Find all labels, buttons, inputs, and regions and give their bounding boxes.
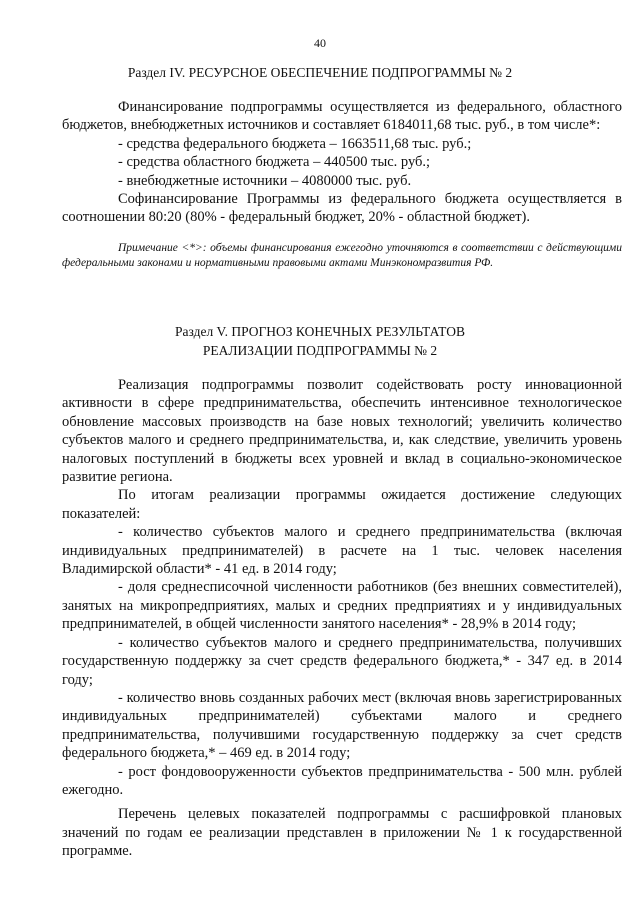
page-number: 40 (314, 36, 326, 50)
indicators-intro: По итогам реализации программы ожидается достижение следующих показателей: (62, 487, 622, 522)
section-4-body (62, 98, 622, 227)
indicator-capital-ratio: - рост фондовооруженности субъектов предпринимательства - 500 млн. рублей ежегодно. (62, 763, 622, 798)
section-5-title-line-2: РЕАЛИЗАЦИИ ПОДПРОГРАММЫ № 2 (202, 343, 438, 358)
budget-item-regional: - средства областного бюджета – 440500 тыс. руб.; (118, 154, 431, 171)
results-paragraph: Реализация подпрограммы позволит содействовать росту инновационной активности в сфере предпринимательства, обеспечить интенсивное технологическое обновление массовых производств на базе новых технологий; увеличить количество субъектов малого и среднего предпринимательства, и, как следствие, увеличить уровень налоговых поступлений в бюджеты всех уровней и вклад в социально-экономическое развитие региона. (62, 377, 622, 486)
indicator-employment-share: - доля среднесписочной численности работников (без внешних совместителей), занятых на микропредприятиях, малых и средних предприятиях и у индивидуальных предпринимателей, в общей численности занятого населения* - 28,9% в 2014 году; (62, 579, 622, 633)
section-5-title-line-1: Раздел V. ПРОГНОЗ КОНЕЧНЫХ РЕЗУЛЬТАТОВ (175, 324, 465, 339)
indicator-smb-count: - количество субъектов малого и среднего предпринимательства (включая индивидуальных предпринимателей) в расчете на 1 тыс. человек населения Владимирской области* - 41 ед. в 2014 году; (62, 524, 622, 578)
section-4-title: Раздел IV. РЕСУРСНОЕ ОБЕСПЕЧЕНИЕ ПОДПРОГРАММЫ № 2 (127, 65, 513, 80)
indicator-supported-smb: - количество субъектов малого и среднего предпринимательства, получивших государственную поддержку за счет средств федерального бюджета,* - 347 ед. в 2014 году; (62, 634, 622, 688)
budget-item-federal: - средства федерального бюджета – 1663511,68 тыс. руб.; (118, 135, 472, 152)
indicator-new-jobs: - количество вновь созданных рабочих мест (включая вновь зарегистрированных индивидуальных предпринимателей) субъектами малого и среднего предпринимательства, получившими государственную поддержку за счет средств федерального бюджета,* – 469 ед. в 2014 году; (62, 689, 622, 762)
budget-item-extrabudgetary: - внебюджетные источники – 4080000 тыс. руб. (118, 172, 412, 189)
cofinancing-paragraph: Софинансирование Программы из федерального бюджета осуществляется в соотношении 80:20 (80% - федеральный бюджет, 20% - областной бюджет). (62, 191, 622, 226)
target-indicators-paragraph: Перечень целевых показателей подпрограммы с расшифровкой плановых значений по годам ее реализации представлен в приложении № 1 к государственной программе. (62, 806, 622, 860)
financing-paragraph: Финансирование подпрограммы осуществляется из федерального, областного бюджетов, внебюджетных источников и составляет 6184011,68 тыс. руб., в том числе*: (62, 99, 622, 134)
note-text: Примечание <*>: объемы финансирования ежегодно уточняются в соответствии с действующими федеральными законами и нормативными правовыми актами Минэкономразвития РФ. (62, 242, 622, 269)
section-5-body (62, 376, 622, 861)
financing-note (62, 241, 622, 270)
